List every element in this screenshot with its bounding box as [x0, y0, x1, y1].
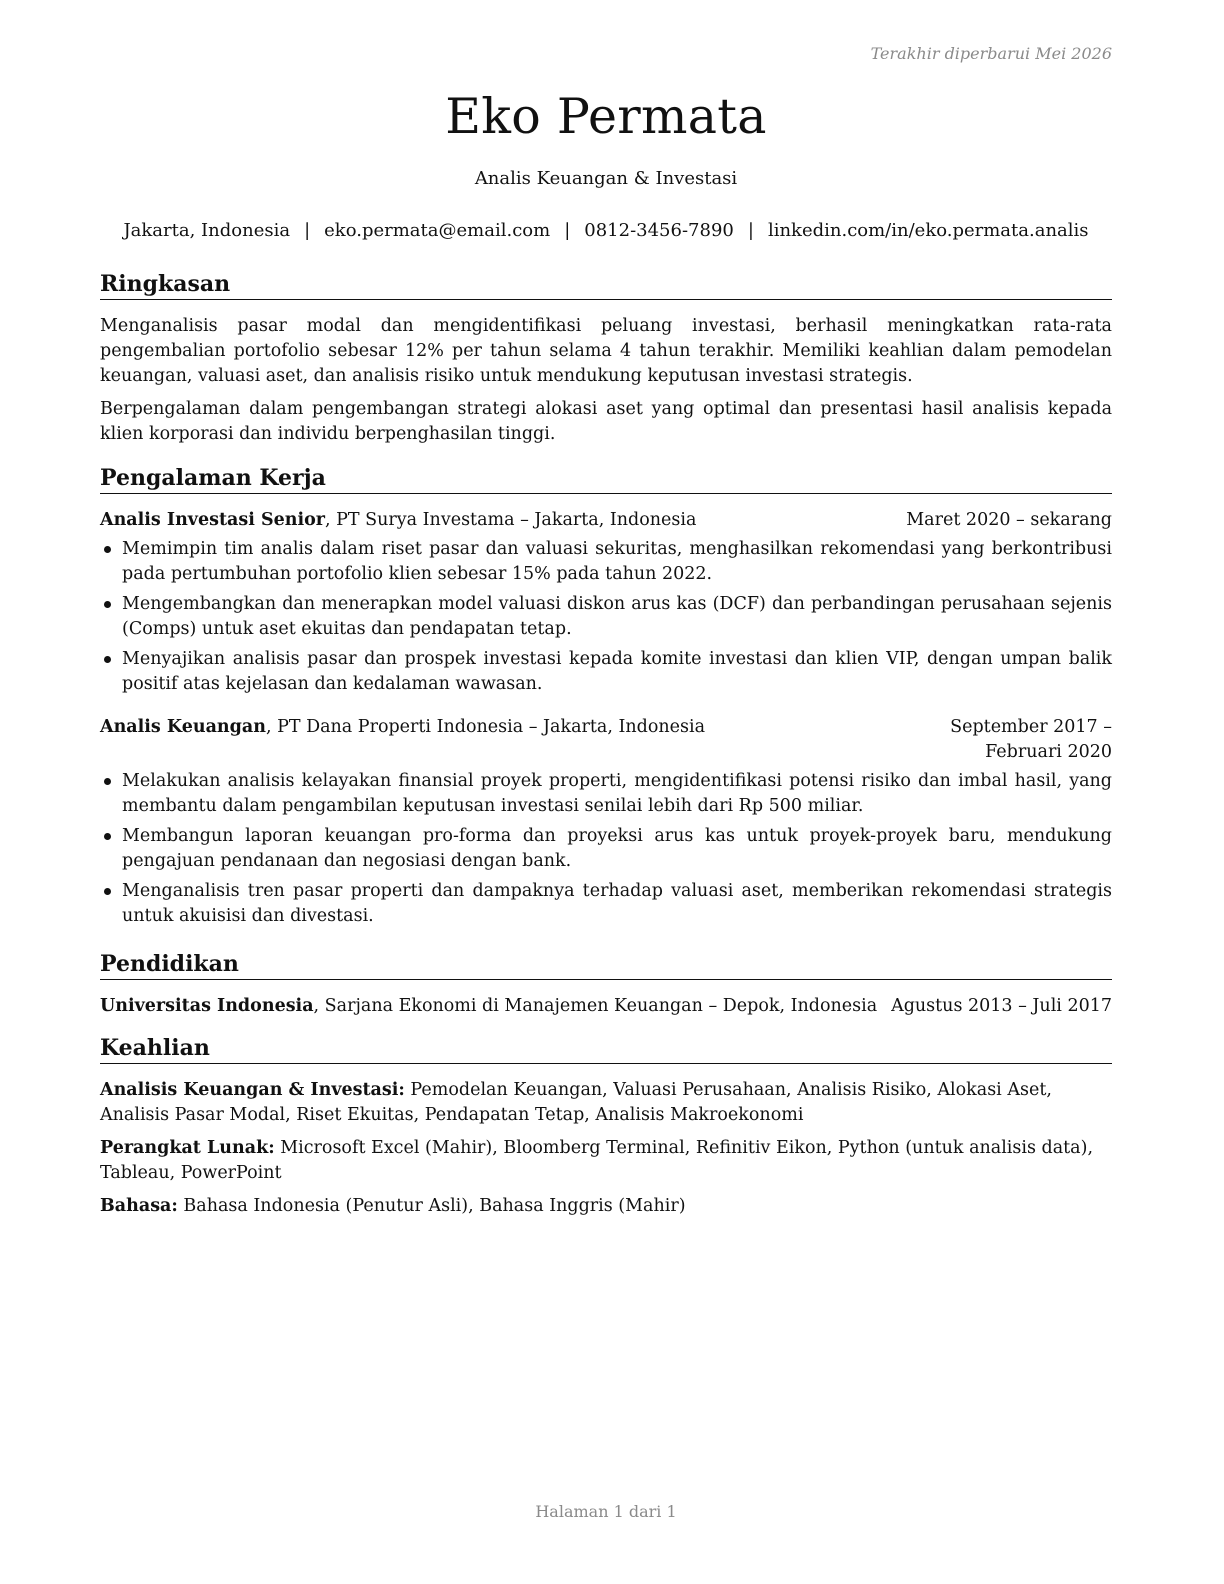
job-bullet-list — [100, 769, 1112, 929]
candidate-name: Eko Permata — [445, 88, 767, 145]
job-dates: September 2017 – Februari 2020 — [950, 717, 1112, 762]
job-bullet-list — [100, 537, 1112, 697]
job-company: , PT Dana Properti Indonesia – Jakarta, Indonesia — [265, 717, 706, 737]
job-role: Analis Investasi Senior — [100, 510, 325, 530]
bullet-dot-icon — [104, 656, 111, 663]
skill-value: Pemodelan Keuangan, Valuasi Perusahaan, Analisis Risiko, Alokasi Aset, Analisis Pasar Modal, Riset Ekuitas, Pendapatan Tetap, Analisis Makroekonomi — [100, 1080, 1052, 1125]
contact-line — [100, 220, 1112, 241]
job-header — [100, 715, 1112, 765]
section-title-experience: Pengalaman Kerja — [100, 464, 1112, 494]
job-entry — [100, 715, 1112, 929]
section-title-education: Pendidikan — [100, 950, 1112, 980]
contact-separator: | — [304, 220, 311, 241]
bullet-dot-icon — [104, 833, 111, 840]
contact-linkedin-link[interactable]: linkedin.com/in/eko.permata.analis — [767, 220, 1089, 241]
summary-section — [100, 270, 1112, 447]
skill-value: Microsoft Excel (Mahir), Bloomberg Terminal, Refinitiv Eikon, Python (untuk analisis data), Tableau, PowerPoint — [100, 1138, 1094, 1183]
section-title-summary: Ringkasan — [100, 270, 1112, 300]
skill-line — [100, 1136, 1112, 1186]
job-bullet: Menyajikan analisis pasar dan prospek investasi kepada komite investasi dan klien VIP, dengan umpan balik positif atas kejelasan dan kedalaman wawasan. — [100, 647, 1112, 697]
job-company: , PT Surya Investama – Jakarta, Indonesia — [325, 510, 697, 530]
job-dates: Maret 2020 – sekarang — [906, 510, 1112, 530]
skill-label: Bahasa: — [100, 1196, 178, 1216]
job-entry — [100, 508, 1112, 697]
bullet-dot-icon — [104, 888, 111, 895]
section-title-skills: Keahlian — [100, 1034, 1112, 1064]
page-number-footer: Halaman 1 dari 1 — [535, 1502, 677, 1521]
contact-email-link[interactable]: eko.permata@email.com — [324, 220, 551, 241]
job-bullet: Mengembangkan dan menerapkan model valuasi diskon arus kas (DCF) dan perbandingan perusahaan sejenis (Comps) untuk aset ekuitas dan pendapatan tetap. — [100, 592, 1112, 642]
bullet-dot-icon — [104, 778, 111, 785]
job-bullet: Memimpin tim analis dalam riset pasar dan valuasi sekuritas, menghasilkan rekomendasi yang berkontribusi pada pertumbuhan portofolio klien sebesar 15% pada tahun 2022. — [100, 537, 1112, 587]
skill-line — [100, 1078, 1112, 1128]
summary-paragraph: Berpengalaman dalam pengembangan strategi alokasi aset yang optimal dan presentasi hasil analisis kepada klien korporasi dan individu berpenghasilan tinggi. — [100, 399, 1112, 444]
education-dates: Agustus 2013 – Juli 2017 — [891, 996, 1112, 1016]
bullet-dot-icon — [104, 601, 111, 608]
job-bullet: Menganalisis tren pasar properti dan dampaknya terhadap valuasi aset, memberikan rekomendasi strategis untuk akuisisi dan divestasi. — [100, 879, 1112, 929]
education-degree: , Sarjana Ekonomi di Manajemen Keuangan – Depok, Indonesia — [313, 996, 878, 1016]
skill-line — [100, 1194, 1112, 1219]
bullet-dot-icon — [104, 546, 111, 553]
contact-separator: | — [747, 220, 754, 241]
contact-phone: 0812-3456-7890 — [584, 220, 734, 241]
job-bullet: Melakukan analisis kelayakan finansial proyek properti, mengidentifikasi potensi risiko dan imbal hasil, yang membantu dalam pengambilan keputusan investasi senilai lebih dari Rp 500 miliar. — [100, 769, 1112, 819]
job-role: Analis Keuangan — [100, 717, 266, 737]
skill-label: Analisis Keuangan & Investasi: — [100, 1080, 405, 1100]
candidate-headline: Analis Keuangan & Investasi — [474, 168, 738, 189]
job-bullet: Membangun laporan keuangan pro-forma dan proyeksi arus kas untuk proyek-proyek baru, mendukung pengajuan pendanaan dan negosiasi dengan bank. — [100, 824, 1112, 874]
education-school: Universitas Indonesia — [100, 996, 314, 1016]
education-entry — [100, 994, 1112, 1019]
contact-location: Jakarta, Indonesia — [123, 220, 291, 241]
contact-separator: | — [564, 220, 571, 241]
resume-page — [100, 0, 1112, 1584]
experience-section — [100, 464, 1112, 934]
summary-paragraph: Menganalisis pasar modal dan mengidentifikasi peluang investasi, berhasil meningkatkan rata-rata pengembalian portofolio sebesar 12% per tahun selama 4 tahun terakhir. Memiliki keahlian dalam pemodelan keuangan, valuasi aset, dan analisis risiko untuk mendukung keputusan investasi strategis. — [100, 316, 1112, 386]
skills-section — [100, 1034, 1112, 1219]
skill-label: Perangkat Lunak: — [100, 1138, 275, 1158]
skill-value: Bahasa Indonesia (Penutur Asli), Bahasa Inggris (Mahir) — [177, 1196, 686, 1216]
last-updated-note: Terakhir diperbarui Mei 2026 — [870, 44, 1112, 63]
education-section — [100, 950, 1112, 1019]
job-header — [100, 508, 1112, 533]
